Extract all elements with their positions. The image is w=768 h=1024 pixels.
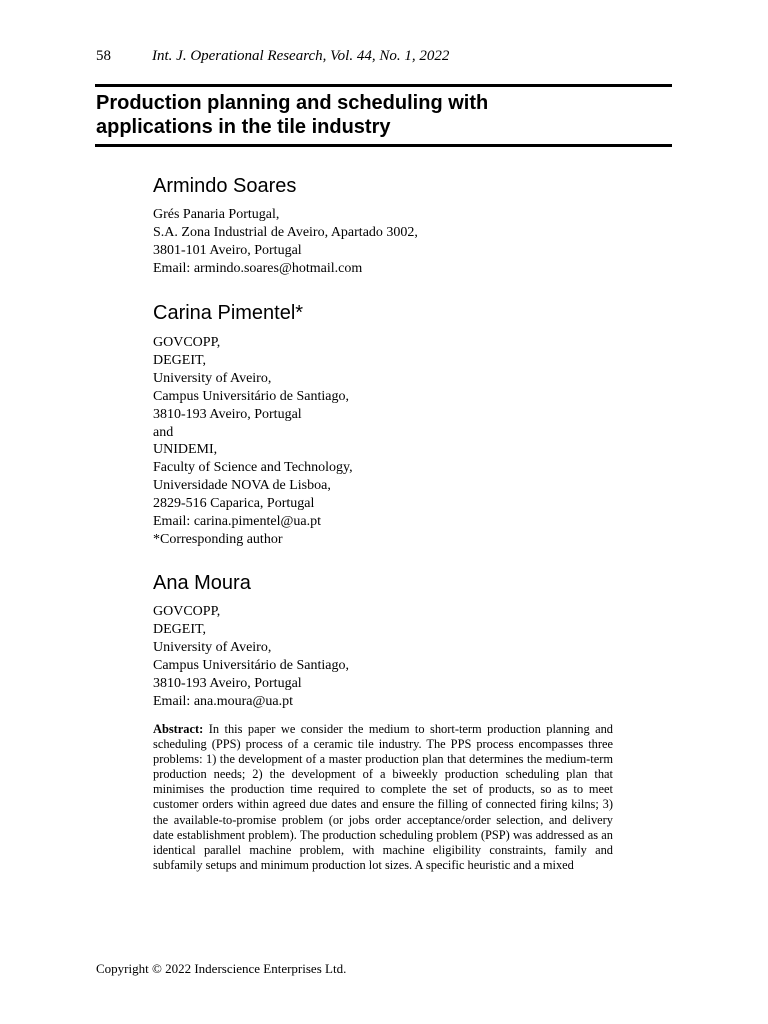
author-name-pimentel: Carina Pimentel* (153, 302, 304, 324)
affiliation-soares (153, 206, 613, 278)
affiliation-line: UNIDEMI, (153, 442, 218, 458)
email-soares: Email: armindo.soares@hotmail.com (153, 260, 363, 276)
affiliation-line: University of Aveiro, (153, 370, 272, 386)
title-bottom-rule (95, 144, 672, 147)
author-name-moura: Ana Moura (153, 572, 251, 594)
affiliation-line: GOVCOPP, (153, 604, 221, 619)
affiliation-line: Grés Panaria Portugal, (153, 207, 280, 222)
affiliation-line: Faculty of Science and Technology, (153, 460, 353, 476)
affiliation-line: 3810-193 Aveiro, Portugal (153, 406, 302, 422)
paper-title-line-2: applications in the tile industry (96, 116, 391, 138)
affiliation-line: 2829-516 Caparica, Portugal (153, 496, 315, 512)
corresponding-author-note: *Corresponding author (153, 531, 283, 547)
running-header (96, 47, 672, 65)
abstract (153, 722, 613, 873)
email-moura: Email: ana.moura@ua.pt (153, 693, 294, 709)
abstract-text: In this paper we consider the medium to short-term production planning and scheduling (PPS) process of a ceramic tile industry. The PPS process encompasses three problems: 1) the development of a master production plan that determines the medium-term production needs; 2) the development of a biweekly production scheduling plan that minimises the production time required to complete the set of products, so as to meet customer orders within agreed due dates and ensure the filling of connected firing kilns; 3) the available-to-promise problem (or jobs order acceptance/order selection, and delivery date establishment problem). The production scheduling problem (PSP) was addressed as an identical parallel machine problem, with machine eligibility constraints, family and subfamily setups and minimum production lot sizes. A specific heuristic and a mixed (153, 722, 613, 872)
paper-title-line-1: Production planning and scheduling with (96, 92, 489, 114)
page-number: 58 (96, 48, 111, 64)
journal-citation: Int. J. Operational Research, Vol. 44, No. 1, 2022 (152, 48, 450, 64)
affiliation-line: University of Aveiro, (153, 639, 272, 655)
affiliation-line: Campus Universitário de Santiago, (153, 388, 349, 404)
affiliation-line: DEGEIT, (153, 352, 206, 368)
affiliation-line: 3801-101 Aveiro, Portugal (153, 242, 302, 258)
paper-title (96, 91, 656, 139)
affiliation-pimentel (153, 334, 613, 549)
title-top-rule (95, 84, 672, 87)
email-pimentel: Email: carina.pimentel@ua.pt (153, 514, 321, 530)
author-name-soares: Armindo Soares (153, 175, 297, 197)
affiliation-line: Campus Universitário de Santiago, (153, 657, 349, 673)
affiliation-line: GOVCOPP, (153, 335, 221, 350)
abstract-label: Abstract: (153, 722, 204, 736)
affiliation-line: 3810-193 Aveiro, Portugal (153, 675, 302, 691)
affiliation-line: S.A. Zona Industrial de Aveiro, Apartado 3002, (153, 224, 418, 240)
affiliation-line: and (153, 424, 174, 440)
copyright-footer: Copyright © 2022 Inderscience Enterprises Ltd. (96, 961, 347, 976)
affiliation-line: Universidade NOVA de Lisboa, (153, 478, 331, 494)
affiliation-line: DEGEIT, (153, 621, 206, 637)
affiliation-moura (153, 603, 613, 710)
